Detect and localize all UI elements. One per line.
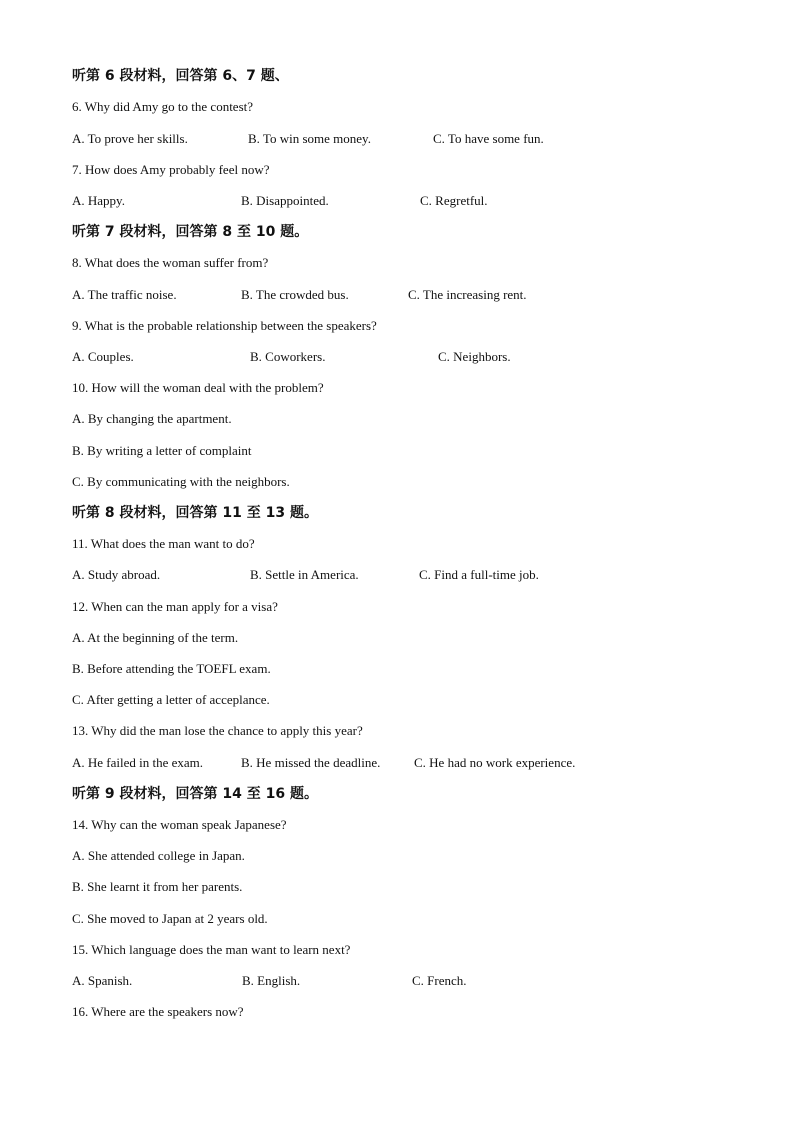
option-a: A. She attended college in Japan.: [72, 848, 245, 863]
option-a: A. By changing the apartment.: [72, 411, 232, 426]
option-c: C. The increasing rent.: [408, 287, 527, 302]
option-c: C. To have some fun.: [433, 131, 544, 146]
option-a: A. To prove her skills.: [72, 131, 188, 146]
option-c: C. He had no work experience.: [414, 755, 576, 770]
option-b: B. By writing a letter of complaint: [72, 443, 252, 458]
question-stem: 9. What is the probable relationship between the speakers?: [72, 318, 377, 333]
question-stem: 10. How will the woman deal with the problem?: [72, 380, 324, 395]
option-c: C. Regretful.: [420, 193, 488, 208]
section-heading: 听第 8 段材料，回答第 11 至 13 题。: [72, 505, 318, 521]
option-a: A. The traffic noise.: [72, 287, 177, 302]
question-stem: 15. Which language does the man want to learn next?: [72, 942, 351, 957]
option-c: C. She moved to Japan at 2 years old.: [72, 911, 268, 926]
option-a: A. He failed in the exam.: [72, 755, 204, 770]
section-heading: 听第 7 段材料，回答第 8 至 10 题。: [72, 224, 309, 240]
option-b: B. The crowded bus.: [241, 287, 349, 302]
option-c: C. By communicating with the neighbors.: [72, 474, 290, 489]
question-stem: 14. Why can the woman speak Japanese?: [72, 817, 287, 832]
option-c: C. Neighbors.: [438, 349, 511, 364]
option-c: C. After getting a letter of acceplance.: [72, 692, 270, 707]
question-stem: 13. Why did the man lose the chance to apply this year?: [72, 723, 363, 738]
question-stem: 6. Why did Amy go to the contest?: [72, 99, 254, 114]
option-c: C. French.: [412, 973, 467, 988]
question-stem: 8. What does the woman suffer from?: [72, 255, 269, 270]
option-b: B. He missed the deadline.: [241, 755, 381, 770]
question-stem: 7. How does Amy probably feel now?: [72, 162, 270, 177]
option-b: B. To win some money.: [248, 131, 371, 146]
option-a: A. Happy.: [72, 193, 125, 208]
option-a: A. Spanish.: [72, 973, 133, 988]
option-b: B. Coworkers.: [250, 349, 326, 364]
question-stem: 16. Where are the speakers now?: [72, 1004, 244, 1019]
question-stem: 11. What does the man want to do?: [72, 536, 255, 551]
section-heading: 听第 6 段材料，回答第 6、7 题、: [72, 68, 289, 84]
option-c: C. Find a full-time job.: [419, 567, 539, 582]
option-b: B. Settle in America.: [250, 567, 359, 582]
option-b: B. Disappointed.: [241, 193, 329, 208]
option-a: A. At the beginning of the term.: [72, 630, 239, 645]
option-b: B. English.: [242, 973, 301, 988]
option-a: A. Study abroad.: [72, 567, 161, 582]
option-b: B. She learnt it from her parents.: [72, 879, 243, 894]
option-b: B. Before attending the TOEFL exam.: [72, 661, 271, 676]
option-a: A. Couples.: [72, 349, 134, 364]
section-heading: 听第 9 段材料，回答第 14 至 16 题。: [72, 786, 318, 802]
question-stem: 12. When can the man apply for a visa?: [72, 599, 278, 614]
